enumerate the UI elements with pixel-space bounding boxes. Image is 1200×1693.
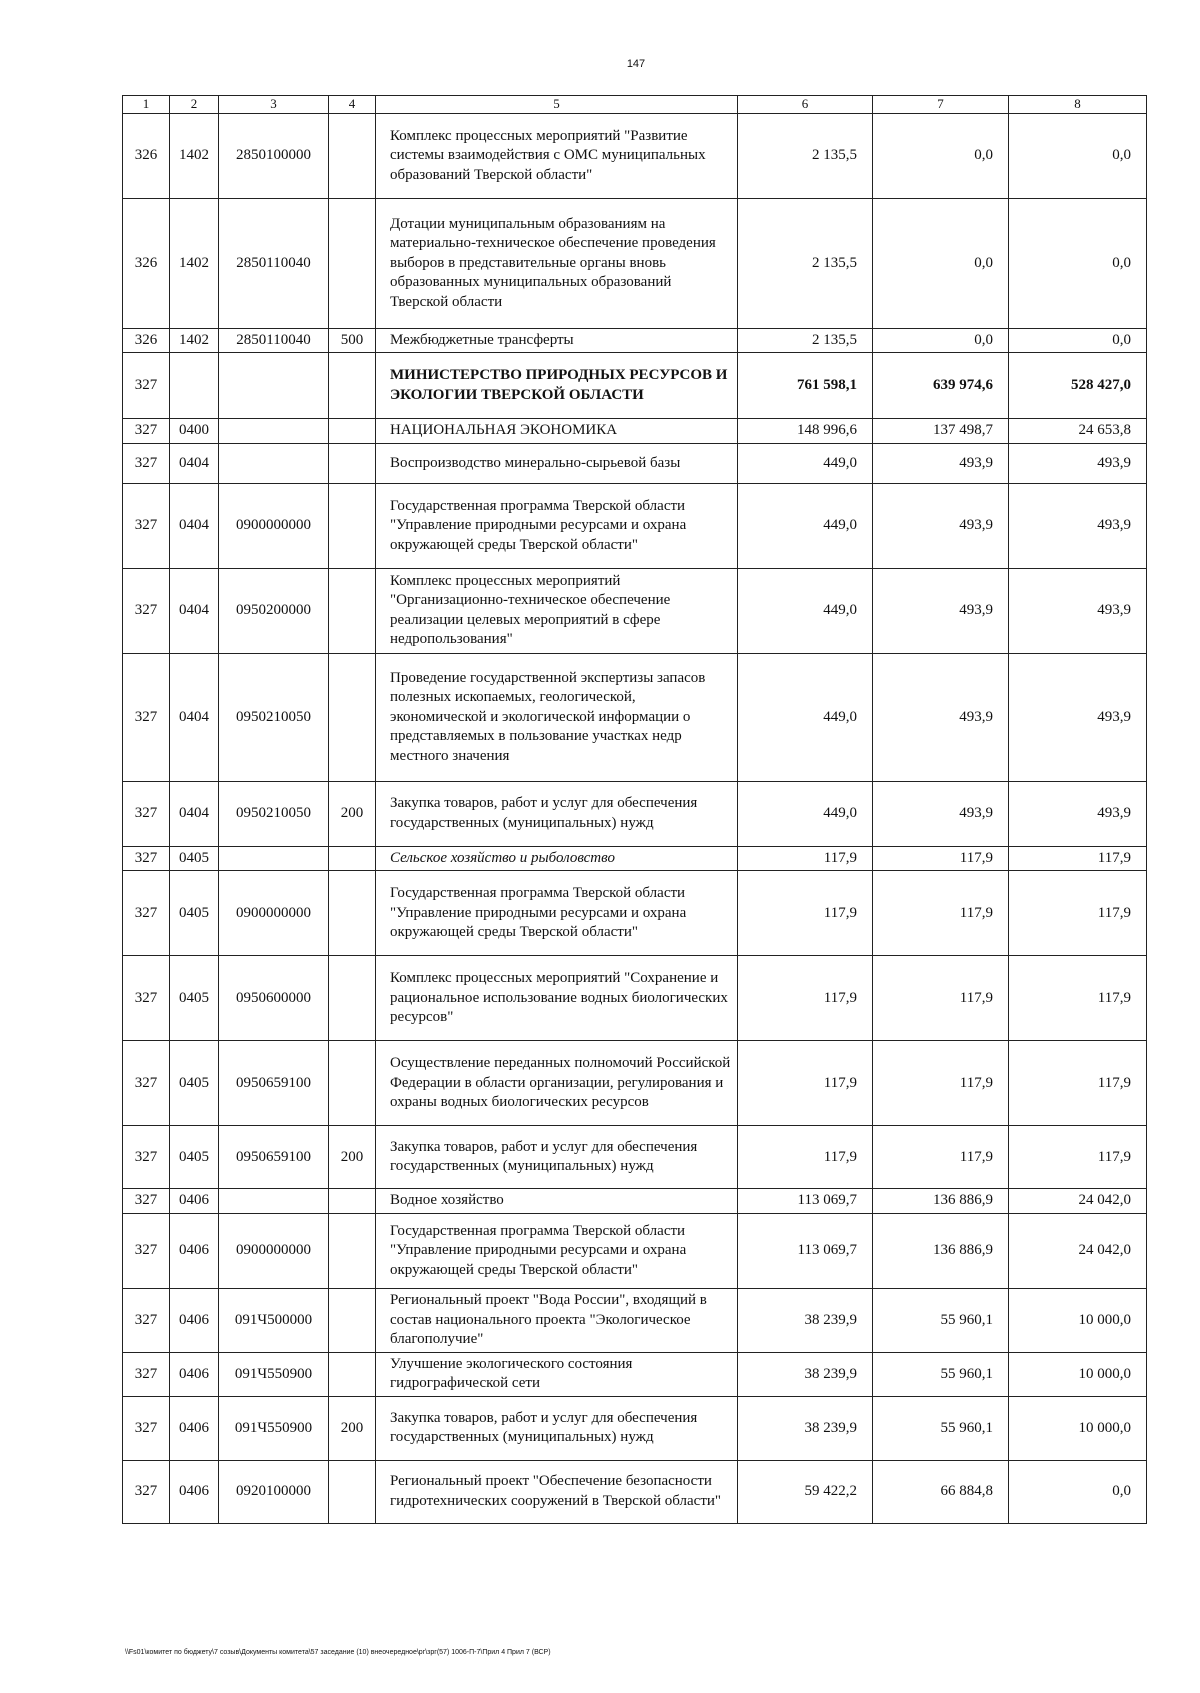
table-row: [123, 1460, 1147, 1523]
target-article-cell: 0900000000: [219, 1213, 329, 1288]
amount-col7-cell: 493,9: [873, 443, 1009, 483]
amount-col8-cell: 10 000,0: [1009, 1352, 1147, 1396]
ministry-code-cell: 327: [123, 1213, 170, 1288]
amount-col7-cell: 66 884,8: [873, 1460, 1009, 1523]
section-code-cell: 0405: [170, 871, 219, 956]
section-code-cell: 0404: [170, 443, 219, 483]
amount-col8-cell: 0,0: [1009, 198, 1147, 328]
header-col-4: 4: [329, 96, 376, 114]
section-code-cell: 0406: [170, 1288, 219, 1352]
expense-type-cell: [329, 1352, 376, 1396]
ministry-code-cell: 327: [123, 568, 170, 653]
amount-col7-cell: 117,9: [873, 846, 1009, 871]
expense-type-cell: 500: [329, 328, 376, 353]
amount-col7-cell: 493,9: [873, 568, 1009, 653]
amount-col7-cell: 639 974,6: [873, 353, 1009, 419]
section-code-cell: 0404: [170, 653, 219, 781]
amount-col6-cell: 117,9: [738, 956, 873, 1041]
amount-col7-cell: 117,9: [873, 1041, 1009, 1126]
section-code-cell: 0404: [170, 483, 219, 568]
header-col-2: 2: [170, 96, 219, 114]
expense-type-cell: [329, 483, 376, 568]
expense-type-cell: [329, 419, 376, 444]
description-cell: МИНИСТЕРСТВО ПРИРОДНЫХ РЕСУРСОВ И ЭКОЛОГИИ ТВЕРСКОЙ ОБЛАСТИ: [376, 353, 738, 419]
amount-col6-cell: 449,0: [738, 483, 873, 568]
section-code-cell: 0405: [170, 1041, 219, 1126]
target-article-cell: 091Ч500000: [219, 1288, 329, 1352]
expense-type-cell: [329, 956, 376, 1041]
amount-col6-cell: 449,0: [738, 781, 873, 846]
table-row: [123, 781, 1147, 846]
ministry-code-cell: 326: [123, 328, 170, 353]
description-cell: Водное хозяйство: [376, 1189, 738, 1214]
amount-col7-cell: 117,9: [873, 956, 1009, 1041]
description-cell: Региональный проект "Вода России", входящий в состав национального проекта "Экологическое благополучие": [376, 1288, 738, 1352]
table-row: [123, 1041, 1147, 1126]
amount-col8-cell: 493,9: [1009, 653, 1147, 781]
amount-col7-cell: 117,9: [873, 871, 1009, 956]
description-cell: Закупка товаров, работ и услуг для обеспечения государственных (муниципальных) нужд: [376, 1396, 738, 1460]
amount-col8-cell: 10 000,0: [1009, 1288, 1147, 1352]
target-article-cell: 091Ч550900: [219, 1396, 329, 1460]
header-col-3: 3: [219, 96, 329, 114]
table-row: [123, 956, 1147, 1041]
expense-type-cell: [329, 113, 376, 198]
section-code-cell: 0405: [170, 1126, 219, 1189]
amount-col8-cell: 0,0: [1009, 113, 1147, 198]
description-cell: Улучшение экологического состояния гидрографической сети: [376, 1352, 738, 1396]
section-code-cell: 0405: [170, 846, 219, 871]
ministry-code-cell: 327: [123, 871, 170, 956]
amount-col7-cell: 117,9: [873, 1126, 1009, 1189]
description-cell: Закупка товаров, работ и услуг для обеспечения государственных (муниципальных) нужд: [376, 781, 738, 846]
amount-col7-cell: 0,0: [873, 113, 1009, 198]
target-article-cell: [219, 419, 329, 444]
description-cell: Проведение государственной экспертизы запасов полезных ископаемых, геологической, экономической и экологической информации о представляемых в пользование участках недр местного значения: [376, 653, 738, 781]
ministry-code-cell: 327: [123, 781, 170, 846]
amount-col8-cell: 528 427,0: [1009, 353, 1147, 419]
amount-col6-cell: 117,9: [738, 871, 873, 956]
table-row: [123, 353, 1147, 419]
amount-col7-cell: 55 960,1: [873, 1288, 1009, 1352]
budget-table: [122, 95, 1147, 1524]
amount-col6-cell: 117,9: [738, 846, 873, 871]
amount-col6-cell: 113 069,7: [738, 1213, 873, 1288]
amount-col7-cell: 55 960,1: [873, 1352, 1009, 1396]
table-row: [123, 113, 1147, 198]
table-row: [123, 198, 1147, 328]
expense-type-cell: [329, 1041, 376, 1126]
description-cell: Комплекс процессных мероприятий "Сохранение и рациональное использование водных биологических ресурсов": [376, 956, 738, 1041]
expense-type-cell: 200: [329, 781, 376, 846]
section-code-cell: 1402: [170, 198, 219, 328]
amount-col6-cell: 2 135,5: [738, 328, 873, 353]
target-article-cell: 0900000000: [219, 483, 329, 568]
amount-col8-cell: 117,9: [1009, 871, 1147, 956]
expense-type-cell: [329, 568, 376, 653]
amount-col6-cell: 148 996,6: [738, 419, 873, 444]
amount-col6-cell: 2 135,5: [738, 113, 873, 198]
table-row: [123, 1126, 1147, 1189]
description-cell: Межбюджетные трансферты: [376, 328, 738, 353]
description-cell: Осуществление переданных полномочий Российской Федерации в области организации, регулирования и охраны водных биологических ресурсов: [376, 1041, 738, 1126]
description-cell: Сельское хозяйство и рыболовство: [376, 846, 738, 871]
target-article-cell: 0950659100: [219, 1126, 329, 1189]
amount-col8-cell: 493,9: [1009, 781, 1147, 846]
expense-type-cell: 200: [329, 1126, 376, 1189]
ministry-code-cell: 327: [123, 1126, 170, 1189]
amount-col8-cell: 10 000,0: [1009, 1396, 1147, 1460]
table-row: [123, 328, 1147, 353]
section-code-cell: 0406: [170, 1189, 219, 1214]
amount-col8-cell: 24 042,0: [1009, 1213, 1147, 1288]
target-article-cell: 2850100000: [219, 113, 329, 198]
target-article-cell: 0950659100: [219, 1041, 329, 1126]
amount-col6-cell: 113 069,7: [738, 1189, 873, 1214]
target-article-cell: 2850110040: [219, 328, 329, 353]
section-code-cell: 1402: [170, 113, 219, 198]
ministry-code-cell: 327: [123, 353, 170, 419]
description-cell: Государственная программа Тверской области "Управление природными ресурсами и охрана окружающей среды Тверской области": [376, 1213, 738, 1288]
amount-col6-cell: 38 239,9: [738, 1396, 873, 1460]
amount-col8-cell: 24 042,0: [1009, 1189, 1147, 1214]
table-row: [123, 419, 1147, 444]
table-body: [123, 113, 1147, 1523]
amount-col8-cell: 493,9: [1009, 483, 1147, 568]
ministry-code-cell: 327: [123, 483, 170, 568]
header-col-6: 6: [738, 96, 873, 114]
amount-col7-cell: 493,9: [873, 483, 1009, 568]
amount-col8-cell: 493,9: [1009, 443, 1147, 483]
table-row: [123, 443, 1147, 483]
description-cell: Государственная программа Тверской области "Управление природными ресурсами и охрана окружающей среды Тверской области": [376, 483, 738, 568]
expense-type-cell: [329, 871, 376, 956]
description-cell: Государственная программа Тверской области "Управление природными ресурсами и охрана окружающей среды Тверской области": [376, 871, 738, 956]
amount-col8-cell: 117,9: [1009, 956, 1147, 1041]
section-code-cell: 0400: [170, 419, 219, 444]
ministry-code-cell: 327: [123, 956, 170, 1041]
header-col-1: 1: [123, 96, 170, 114]
amount-col6-cell: 449,0: [738, 653, 873, 781]
ministry-code-cell: 327: [123, 443, 170, 483]
description-cell: Региональный проект "Обеспечение безопасности гидротехнических сооружений в Тверской области": [376, 1460, 738, 1523]
amount-col7-cell: 0,0: [873, 328, 1009, 353]
ministry-code-cell: 327: [123, 419, 170, 444]
description-cell: Воспроизводство минерально-сырьевой базы: [376, 443, 738, 483]
expense-type-cell: [329, 198, 376, 328]
ministry-code-cell: 327: [123, 1189, 170, 1214]
table-row: [123, 653, 1147, 781]
expense-type-cell: [329, 1460, 376, 1523]
expense-type-cell: [329, 353, 376, 419]
table-row: [123, 871, 1147, 956]
target-article-cell: [219, 1189, 329, 1214]
header-col-8: 8: [1009, 96, 1147, 114]
expense-type-cell: [329, 653, 376, 781]
column-number-header-row: [123, 96, 1147, 114]
table-row: [123, 1352, 1147, 1396]
section-code-cell: 0406: [170, 1213, 219, 1288]
amount-col6-cell: 761 598,1: [738, 353, 873, 419]
description-cell: НАЦИОНАЛЬНАЯ ЭКОНОМИКА: [376, 419, 738, 444]
description-cell: Комплекс процессных мероприятий "Развитие системы взаимодействия с ОМС муниципальных образований Тверской области": [376, 113, 738, 198]
table-row: [123, 1189, 1147, 1214]
ministry-code-cell: 327: [123, 653, 170, 781]
amount-col6-cell: 117,9: [738, 1126, 873, 1189]
header-col-5: 5: [376, 96, 738, 114]
target-article-cell: [219, 443, 329, 483]
target-article-cell: 0920100000: [219, 1460, 329, 1523]
target-article-cell: 091Ч550900: [219, 1352, 329, 1396]
amount-col6-cell: 449,0: [738, 443, 873, 483]
amount-col8-cell: 0,0: [1009, 328, 1147, 353]
expense-type-cell: [329, 443, 376, 483]
target-article-cell: 0950210050: [219, 781, 329, 846]
ministry-code-cell: 327: [123, 1352, 170, 1396]
amount-col7-cell: 493,9: [873, 653, 1009, 781]
section-code-cell: 0406: [170, 1352, 219, 1396]
amount-col6-cell: 449,0: [738, 568, 873, 653]
section-code-cell: 0406: [170, 1460, 219, 1523]
amount-col6-cell: 117,9: [738, 1041, 873, 1126]
amount-col8-cell: 117,9: [1009, 846, 1147, 871]
amount-col7-cell: 0,0: [873, 198, 1009, 328]
ministry-code-cell: 326: [123, 198, 170, 328]
target-article-cell: 0950600000: [219, 956, 329, 1041]
amount-col6-cell: 38 239,9: [738, 1352, 873, 1396]
amount-col6-cell: 38 239,9: [738, 1288, 873, 1352]
amount-col7-cell: 136 886,9: [873, 1189, 1009, 1214]
section-code-cell: 0404: [170, 568, 219, 653]
target-article-cell: [219, 846, 329, 871]
amount-col8-cell: 0,0: [1009, 1460, 1147, 1523]
expense-type-cell: [329, 1288, 376, 1352]
footer-file-path: \\Fs01\комитет по бюджету\7 созыв\Документы комитета\57 заседание (10) внеочередное\рг\зрг(57) 1006-П-7\Прил 4 Прил 7 (ВСР): [125, 1649, 551, 1656]
amount-col7-cell: 137 498,7: [873, 419, 1009, 444]
amount-col8-cell: 493,9: [1009, 568, 1147, 653]
amount-col8-cell: 117,9: [1009, 1041, 1147, 1126]
target-article-cell: 0950200000: [219, 568, 329, 653]
ministry-code-cell: 327: [123, 1396, 170, 1460]
page-number: 147: [626, 58, 646, 70]
table-row: [123, 1213, 1147, 1288]
table-row: [123, 846, 1147, 871]
amount-col7-cell: 136 886,9: [873, 1213, 1009, 1288]
section-code-cell: [170, 353, 219, 419]
ministry-code-cell: 327: [123, 1041, 170, 1126]
expense-type-cell: [329, 1213, 376, 1288]
amount-col7-cell: 493,9: [873, 781, 1009, 846]
table-row: [123, 568, 1147, 653]
table-row: [123, 1396, 1147, 1460]
ministry-code-cell: 327: [123, 1288, 170, 1352]
section-code-cell: 0406: [170, 1396, 219, 1460]
ministry-code-cell: 326: [123, 113, 170, 198]
ministry-code-cell: 327: [123, 846, 170, 871]
ministry-code-cell: 327: [123, 1460, 170, 1523]
amount-col8-cell: 24 653,8: [1009, 419, 1147, 444]
amount-col7-cell: 55 960,1: [873, 1396, 1009, 1460]
target-article-cell: 0950210050: [219, 653, 329, 781]
target-article-cell: [219, 353, 329, 419]
expense-type-cell: [329, 1189, 376, 1214]
amount-col8-cell: 117,9: [1009, 1126, 1147, 1189]
section-code-cell: 1402: [170, 328, 219, 353]
table-row: [123, 483, 1147, 568]
table-row: [123, 1288, 1147, 1352]
description-cell: Комплекс процессных мероприятий "Организационно-техническое обеспечение реализации целевых мероприятий в сфере недропользования": [376, 568, 738, 653]
description-cell: Дотации муниципальным образованиям на материально-техническое обеспечение проведения выборов в представительные органы вновь образованных муниципальных образований Тверской области: [376, 198, 738, 328]
target-article-cell: 2850110040: [219, 198, 329, 328]
target-article-cell: 0900000000: [219, 871, 329, 956]
expense-type-cell: 200: [329, 1396, 376, 1460]
description-cell: Закупка товаров, работ и услуг для обеспечения государственных (муниципальных) нужд: [376, 1126, 738, 1189]
expense-type-cell: [329, 846, 376, 871]
amount-col6-cell: 2 135,5: [738, 198, 873, 328]
section-code-cell: 0405: [170, 956, 219, 1041]
amount-col6-cell: 59 422,2: [738, 1460, 873, 1523]
header-col-7: 7: [873, 96, 1009, 114]
section-code-cell: 0404: [170, 781, 219, 846]
